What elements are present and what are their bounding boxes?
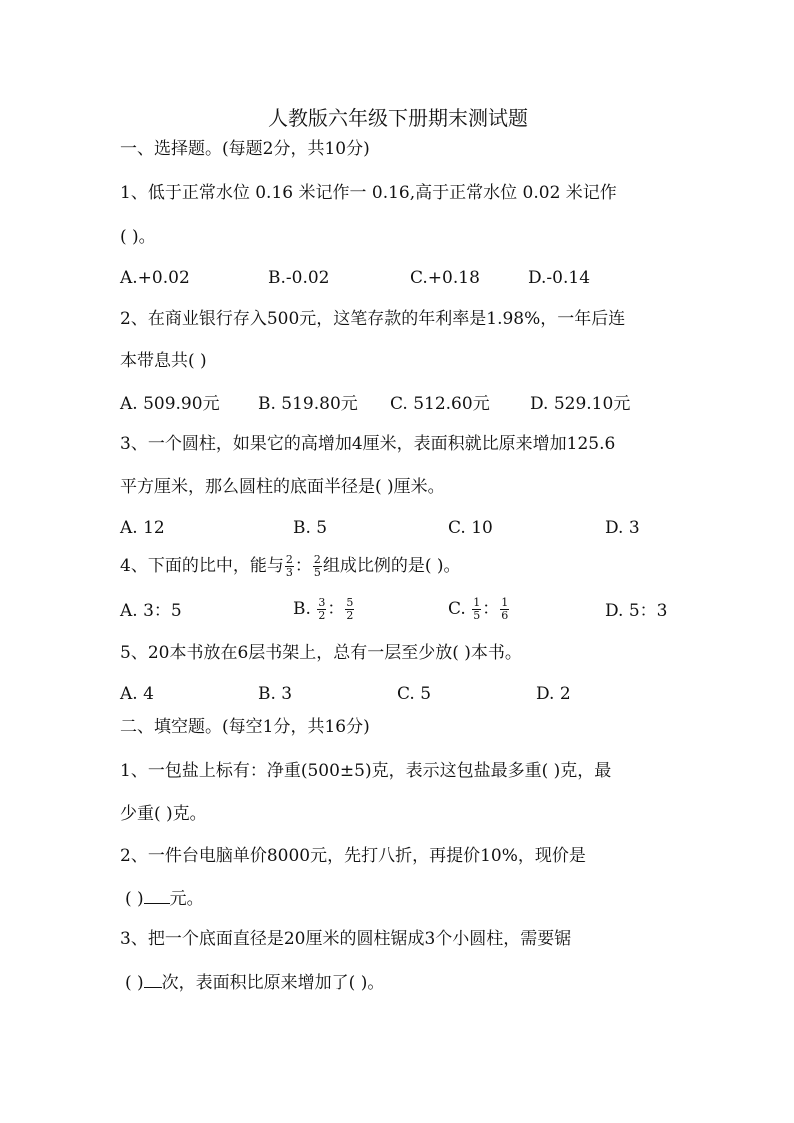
question-5-option-d: D. 2 — [536, 684, 571, 704]
fraction-denominator: 2 — [318, 609, 326, 622]
fraction-numerator: 3 — [318, 596, 326, 610]
fraction-denominator: 5 — [313, 566, 321, 579]
fill-question-1-line1: 1、一包盐上标有：净重(500±5)克，表示这包盐最多重( )克，最 — [120, 761, 612, 781]
question-3-option-b: B. 5 — [293, 518, 328, 538]
question-3-option-c: C. 10 — [448, 518, 493, 538]
question-2-line2: 本带息共( ) — [120, 351, 207, 371]
fraction-numerator: 2 — [285, 553, 293, 567]
rest-text: 次，表面积比原来增加了( )。 — [161, 973, 385, 993]
fraction-two-thirds — [285, 554, 294, 578]
question-3-line1: 3、一个圆柱，如果它的高增加4厘米，表面积就比原来增加125.6 — [120, 434, 616, 454]
question-4-option-c: C. $\frac{1}{5}$ ： $\frac{1}{6}$ — [448, 596, 509, 622]
fill-question-2-line2 — [125, 889, 204, 908]
fraction — [472, 597, 481, 621]
question-2-option-c: C. 512.60元 — [390, 394, 490, 414]
question-4-suffix: 组成比例的是( )。 — [322, 556, 461, 576]
section1-heading: 一、选择题。(每题2分，共10分) — [120, 139, 370, 159]
answer-blank: ( ) — [125, 889, 144, 909]
fraction-two-fifths — [313, 554, 322, 578]
underline-blank — [144, 889, 170, 904]
question-1-line2: ( )。 — [120, 227, 156, 247]
question-5-option-b: B. 3 — [258, 684, 293, 704]
option-label: C. — [448, 599, 466, 619]
question-1-option-b: B.-0.02 — [268, 268, 330, 288]
section2-heading: 二、填空题。(每空1分，共16分) — [120, 717, 370, 737]
question-4-option-b: B. $\frac{3}{2}$ ： $\frac{5}{2}$ — [293, 596, 354, 622]
question-1-option-c: C.+0.18 — [410, 268, 480, 288]
question-4-prefix: 4、下面的比中，能与 — [120, 556, 284, 576]
fraction-numerator: 2 — [313, 553, 321, 567]
question-1-line1: 1、低于正常水位 0.16 米记作一 0.16,高于正常水位 0.02 米记作 — [120, 183, 617, 203]
question-5-line1: 5、20本书放在6层书架上，总有一层至少放( )本书。 — [120, 643, 522, 663]
fraction-numerator: 1 — [501, 596, 509, 610]
question-2-option-a: A. 509.90元 — [120, 394, 220, 414]
fraction-denominator: 6 — [501, 609, 509, 622]
fill-question-2-line1: 2、一件台电脑单价8000元，先打八折，再提价10%，现价是 — [120, 846, 586, 866]
question-3-option-a: A. 12 — [120, 518, 165, 538]
fraction — [345, 597, 354, 621]
fill-question-1-line2: 少重( )克。 — [120, 804, 207, 824]
question-1-option-d: D.-0.14 — [528, 268, 591, 288]
fill-question-3-line2 — [125, 973, 384, 992]
question-2-option-b: B. 519.80元 — [258, 394, 358, 414]
question-4-option-d: D. 5：3 — [605, 601, 668, 621]
answer-blank: ( ) — [125, 973, 144, 993]
question-3-option-d: D. 3 — [605, 518, 640, 538]
ratio-separator: ： — [294, 556, 312, 576]
question-2-option-d: D. 529.10元 — [530, 394, 631, 414]
page-title: 人教版六年级下册期末测试题 — [268, 106, 528, 130]
question-5-option-a: A. 4 — [120, 684, 154, 704]
fraction-numerator: 1 — [473, 596, 481, 610]
fraction — [317, 597, 326, 621]
question-2-line1: 2、在商业银行存入500元，这笔存款的年利率是1.98%，一年后连 — [120, 309, 626, 329]
fraction-denominator: 3 — [285, 566, 293, 579]
underline-blank — [144, 973, 162, 988]
question-5-option-c: C. 5 — [397, 684, 432, 704]
fraction-denominator: 5 — [473, 609, 481, 622]
fraction — [500, 597, 509, 621]
fraction-denominator: 2 — [346, 609, 354, 622]
option-label: B. — [293, 599, 311, 619]
question-3-line2: 平方厘米，那么圆柱的底面半径是( )厘米。 — [120, 477, 445, 497]
question-4-stem — [120, 553, 461, 579]
unit-text: 元。 — [169, 889, 204, 909]
question-1-option-a: A.+0.02 — [120, 268, 190, 288]
question-4-option-a: A. 3：5 — [120, 601, 182, 621]
fill-question-3-line1: 3、把一个底面直径是20厘米的圆柱锯成3个小圆柱，需要锯 — [120, 929, 572, 949]
fraction-numerator: 5 — [346, 596, 354, 610]
